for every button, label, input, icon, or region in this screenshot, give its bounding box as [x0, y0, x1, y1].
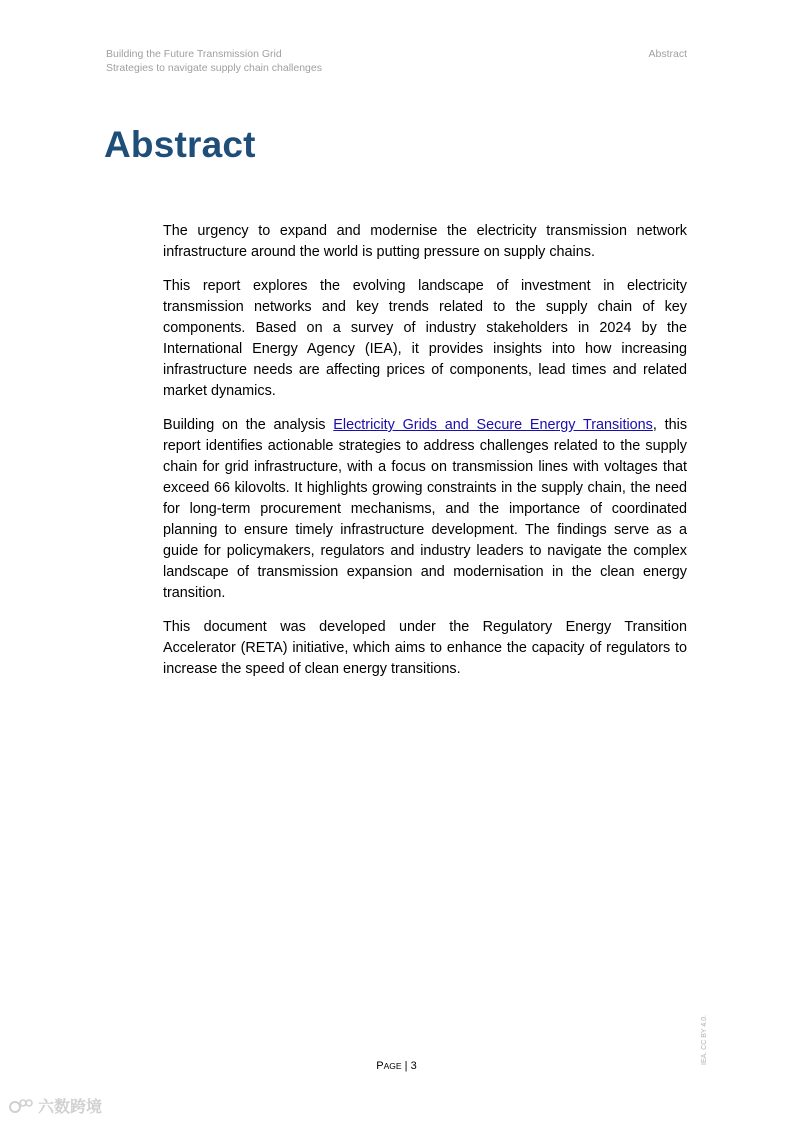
paragraph-4: This document was developed under the Regulatory Energy Transition Accelerator (RETA) initiative, which aims to enhance the capacity of regulators to increase the speed of clean energy transitions. — [163, 619, 687, 677]
watermark — [8, 1094, 102, 1117]
paragraph-3 — [163, 415, 687, 604]
page-label-rest: AGE — [383, 1061, 402, 1071]
header-section-label: Abstract — [648, 48, 687, 60]
report-link[interactable]: Electricity Grids and Secure Energy Transitions — [333, 417, 653, 433]
paragraph-3-rest: , this report identifies actionable strategies to address challenges related to the supply chain for grid infrastructure, with a focus on transmission lines with voltages that exceed 66 kilovolts. It highlights growing constraints in the supply chain, the need for long-term procurement mechanisms, and the importance of coordinated planning to ensure timely infrastructure development. The findings serve as a guide for policymakers, regulators and industry leaders to navigate the complex landscape of transmission expansion and modernisation in the clean energy transition. — [163, 417, 688, 601]
page-label-initial: P — [376, 1060, 384, 1072]
watermark-logo-icon — [8, 1097, 34, 1115]
header-doc-subtitle: Strategies to navigate supply chain challenges — [106, 62, 322, 74]
paragraph-2: This report explores the evolving landscape of investment in electricity transmission networks and key trends related to the supply chain of key components. Based on a survey of industry stakeholders in 2024 by the International Energy Agency (IEA), it provides insights into how increasing infrastructure needs are affecting prices of components, lead times and related market dynamics. — [163, 278, 687, 399]
paragraph-1: The urgency to expand and modernise the electricity transmission network infrastructure around the world is putting pressure on supply chains. — [163, 223, 687, 260]
abstract-body — [163, 221, 687, 693]
page-separator: | — [401, 1060, 411, 1072]
page-footer — [0, 1060, 793, 1072]
page-title: Abstract — [104, 124, 256, 165]
watermark-text: 六数跨境 — [38, 1099, 103, 1116]
page-number: 3 — [410, 1060, 417, 1072]
license-note: IEA. CC BY 4.0. — [701, 1014, 708, 1065]
running-header — [106, 47, 322, 75]
header-doc-title: Building the Future Transmission Grid — [106, 48, 282, 60]
paragraph-3-lead: Building on the analysis — [163, 417, 334, 433]
